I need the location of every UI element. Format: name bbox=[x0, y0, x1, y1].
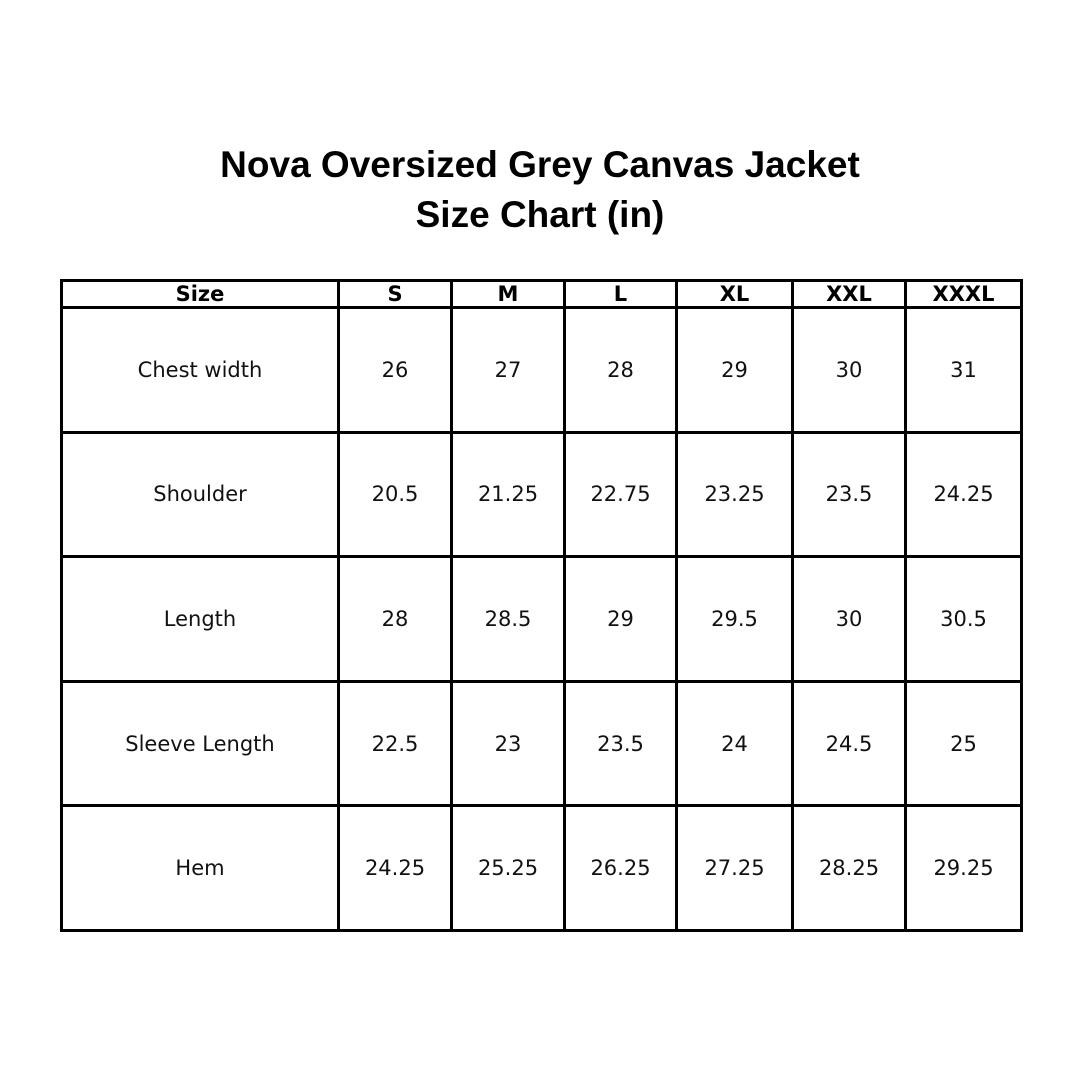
table-cell: 20.5 bbox=[339, 432, 452, 557]
header-cell-s: S bbox=[339, 281, 452, 308]
table-cell: 28 bbox=[565, 308, 677, 433]
table-cell: 29 bbox=[565, 557, 677, 682]
table-cell: 29 bbox=[677, 308, 793, 433]
row-label: Hem bbox=[62, 806, 339, 931]
row-label: Sleeve Length bbox=[62, 681, 339, 806]
table-cell: 28.25 bbox=[793, 806, 906, 931]
table-cell: 23.5 bbox=[793, 432, 906, 557]
size-chart-table bbox=[60, 279, 1023, 932]
page-title: Nova Oversized Grey Canvas Jacket bbox=[220, 144, 860, 185]
table-cell: 25.25 bbox=[452, 806, 565, 931]
title-block bbox=[0, 140, 1080, 240]
table-cell: 22.75 bbox=[565, 432, 677, 557]
table-cell: 30.5 bbox=[906, 557, 1022, 682]
header-cell-m: M bbox=[452, 281, 565, 308]
table-cell: 24.25 bbox=[339, 806, 452, 931]
table-cell: 26.25 bbox=[565, 806, 677, 931]
table-row bbox=[62, 308, 1022, 433]
table-cell: 29.5 bbox=[677, 557, 793, 682]
table-cell: 24.5 bbox=[793, 681, 906, 806]
row-label: Shoulder bbox=[62, 432, 339, 557]
table-cell: 23.5 bbox=[565, 681, 677, 806]
page-subtitle: Size Chart (in) bbox=[415, 194, 665, 235]
header-cell-xxxl: XXXL bbox=[906, 281, 1022, 308]
header-cell-l: L bbox=[565, 281, 677, 308]
table-cell: 24 bbox=[677, 681, 793, 806]
row-label: Length bbox=[62, 557, 339, 682]
table-row bbox=[62, 432, 1022, 557]
table-cell: 27 bbox=[452, 308, 565, 433]
table-row bbox=[62, 806, 1022, 931]
table-cell: 26 bbox=[339, 308, 452, 433]
table-cell: 30 bbox=[793, 557, 906, 682]
table-cell: 31 bbox=[906, 308, 1022, 433]
table-cell: 30 bbox=[793, 308, 906, 433]
table-row bbox=[62, 557, 1022, 682]
table-cell: 22.5 bbox=[339, 681, 452, 806]
table-row bbox=[62, 681, 1022, 806]
header-row bbox=[62, 281, 1022, 308]
header-cell-xxl: XXL bbox=[793, 281, 906, 308]
header-cell-size: Size bbox=[62, 281, 339, 308]
header-cell-xl: XL bbox=[677, 281, 793, 308]
table-cell: 24.25 bbox=[906, 432, 1022, 557]
table-cell: 29.25 bbox=[906, 806, 1022, 931]
row-label: Chest width bbox=[62, 308, 339, 433]
table-cell: 25 bbox=[906, 681, 1022, 806]
table-cell: 21.25 bbox=[452, 432, 565, 557]
table-cell: 27.25 bbox=[677, 806, 793, 931]
table-cell: 23.25 bbox=[677, 432, 793, 557]
table-cell: 23 bbox=[452, 681, 565, 806]
table-cell: 28 bbox=[339, 557, 452, 682]
table-cell: 28.5 bbox=[452, 557, 565, 682]
